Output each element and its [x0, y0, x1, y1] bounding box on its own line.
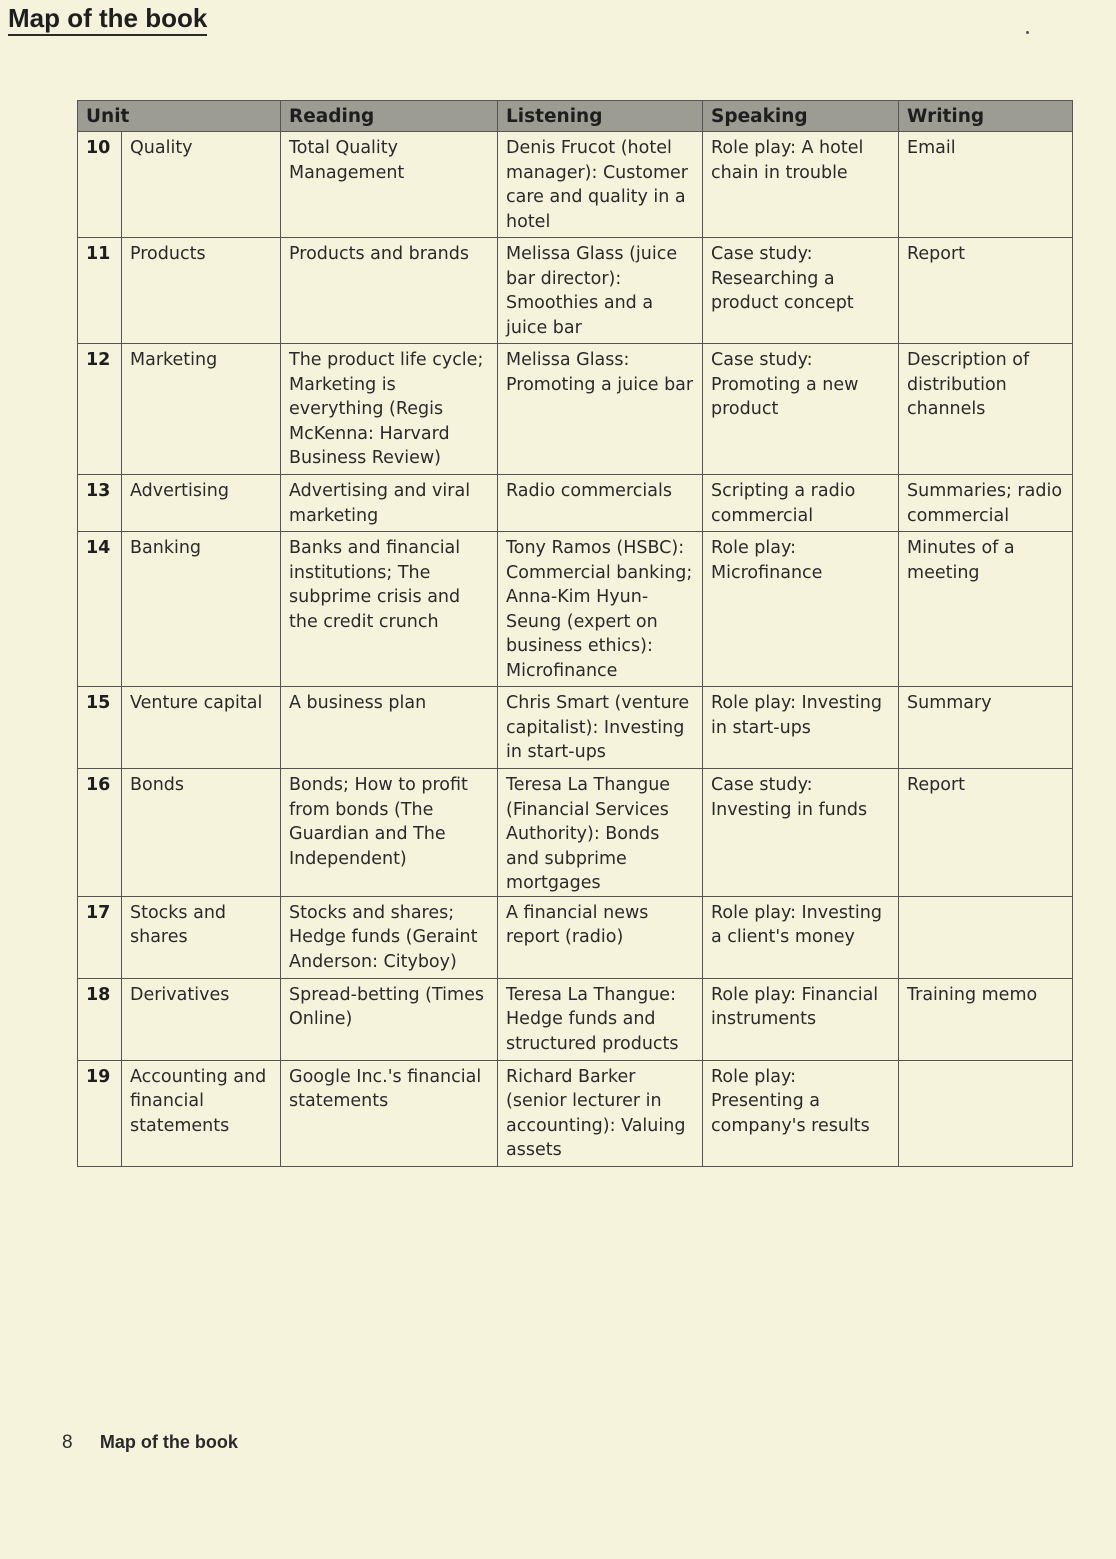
- reading-cell: Stocks and shares; Hedge funds (Geraint Anderson: Cityboy): [281, 896, 498, 978]
- unit-topic: Accounting and financial statements: [122, 1060, 281, 1166]
- table-row: [78, 769, 1073, 897]
- unit-topic: Derivatives: [122, 978, 281, 1060]
- reading-cell: Banks and financial institutions; The subprime crisis and the credit crunch: [281, 532, 498, 687]
- unit-topic: Advertising: [122, 475, 281, 532]
- listening-cell: Tony Ramos (HSBC): Commercial banking; Anna-Kim Hyun-Seung (expert on business ethics): Microfinance: [498, 532, 703, 687]
- reading-cell: A business plan: [281, 687, 498, 769]
- unit-topic: Venture capital: [122, 687, 281, 769]
- listening-cell: Radio commercials: [498, 475, 703, 532]
- reading-cell: Advertising and viral marketing: [281, 475, 498, 532]
- speaking-cell: Role play: Presenting a company's results: [703, 1060, 899, 1166]
- reading-cell: Spread-betting (Times Online): [281, 978, 498, 1060]
- header-listening: Listening: [498, 101, 703, 132]
- unit-number: 13: [78, 475, 122, 532]
- map-table: [77, 100, 1073, 1167]
- table-row: [78, 132, 1073, 238]
- table-row: [78, 687, 1073, 769]
- unit-number: 18: [78, 978, 122, 1060]
- unit-topic: Quality: [122, 132, 281, 238]
- writing-cell: [899, 1060, 1073, 1166]
- table-row: [78, 475, 1073, 532]
- speaking-cell: Role play: Investing a client's money: [703, 896, 899, 978]
- unit-number: 11: [78, 238, 122, 344]
- writing-cell: Email: [899, 132, 1073, 238]
- table-row: [78, 896, 1073, 978]
- listening-cell: Melissa Glass (juice bar director): Smoothies and a juice bar: [498, 238, 703, 344]
- listening-cell: Denis Frucot (hotel manager): Customer care and quality in a hotel: [498, 132, 703, 238]
- footer-title: Map of the book: [99, 1432, 238, 1452]
- listening-cell: Richard Barker (senior lecturer in accounting): Valuing assets: [498, 1060, 703, 1166]
- speaking-cell: Role play: Microfinance: [703, 532, 899, 687]
- writing-cell: Report: [899, 769, 1073, 897]
- speaking-cell: Case study: Investing in funds: [703, 769, 899, 897]
- unit-number: 17: [78, 896, 122, 978]
- unit-number: 19: [78, 1060, 122, 1166]
- header-speaking: Speaking: [703, 101, 899, 132]
- listening-cell: Chris Smart (venture capitalist): Investing in start-ups: [498, 687, 703, 769]
- writing-cell: Training memo: [899, 978, 1073, 1060]
- table-row: [78, 238, 1073, 344]
- unit-topic: Stocks and shares: [122, 896, 281, 978]
- table-row: [78, 532, 1073, 687]
- listening-cell: Teresa La Thangue (Financial Services Authority): Bonds and subprime mortgages: [498, 769, 703, 897]
- unit-topic: Products: [122, 238, 281, 344]
- speaking-cell: Role play: A hotel chain in trouble: [703, 132, 899, 238]
- unit-topic: Banking: [122, 532, 281, 687]
- speaking-cell: Case study: Promoting a new product: [703, 344, 899, 475]
- writing-cell: Summaries; radio commercial: [899, 475, 1073, 532]
- speaking-cell: Scripting a radio commercial: [703, 475, 899, 532]
- unit-number: 10: [78, 132, 122, 238]
- reading-cell: Total Quality Management: [281, 132, 498, 238]
- header-unit: Unit: [78, 101, 281, 132]
- unit-topic: Marketing: [122, 344, 281, 475]
- speaking-cell: Role play: Investing in start-ups: [703, 687, 899, 769]
- listening-cell: Teresa La Thangue: Hedge funds and structured products: [498, 978, 703, 1060]
- reading-cell: The product life cycle; Marketing is everything (Regis McKenna: Harvard Business Review): [281, 344, 498, 475]
- table-header-row: [78, 101, 1073, 132]
- table-row: [78, 344, 1073, 475]
- header-reading: Reading: [281, 101, 498, 132]
- unit-number: 12: [78, 344, 122, 475]
- reading-cell: Products and brands: [281, 238, 498, 344]
- reading-cell: Google Inc.'s financial statements: [281, 1060, 498, 1166]
- page-number: 8: [62, 1432, 73, 1453]
- writing-cell: [899, 896, 1073, 978]
- writing-cell: Summary: [899, 687, 1073, 769]
- header-writing: Writing: [899, 101, 1073, 132]
- writing-cell: Report: [899, 238, 1073, 344]
- reading-cell: Bonds; How to profit from bonds (The Guardian and The Independent): [281, 769, 498, 897]
- writing-cell: Minutes of a meeting: [899, 532, 1073, 687]
- page-footer: [62, 1432, 238, 1454]
- speaking-cell: Case study: Researching a product concept: [703, 238, 899, 344]
- unit-number: 14: [78, 532, 122, 687]
- listening-cell: A financial news report (radio): [498, 896, 703, 978]
- table-row: [78, 978, 1073, 1060]
- speck: [1026, 31, 1029, 34]
- unit-number: 16: [78, 769, 122, 897]
- page-title: Map of the book: [8, 2, 207, 36]
- speaking-cell: Role play: Financial instruments: [703, 978, 899, 1060]
- unit-topic: Bonds: [122, 769, 281, 897]
- unit-number: 15: [78, 687, 122, 769]
- table-row: [78, 1060, 1073, 1166]
- listening-cell: Melissa Glass: Promoting a juice bar: [498, 344, 703, 475]
- writing-cell: Description of distribution channels: [899, 344, 1073, 475]
